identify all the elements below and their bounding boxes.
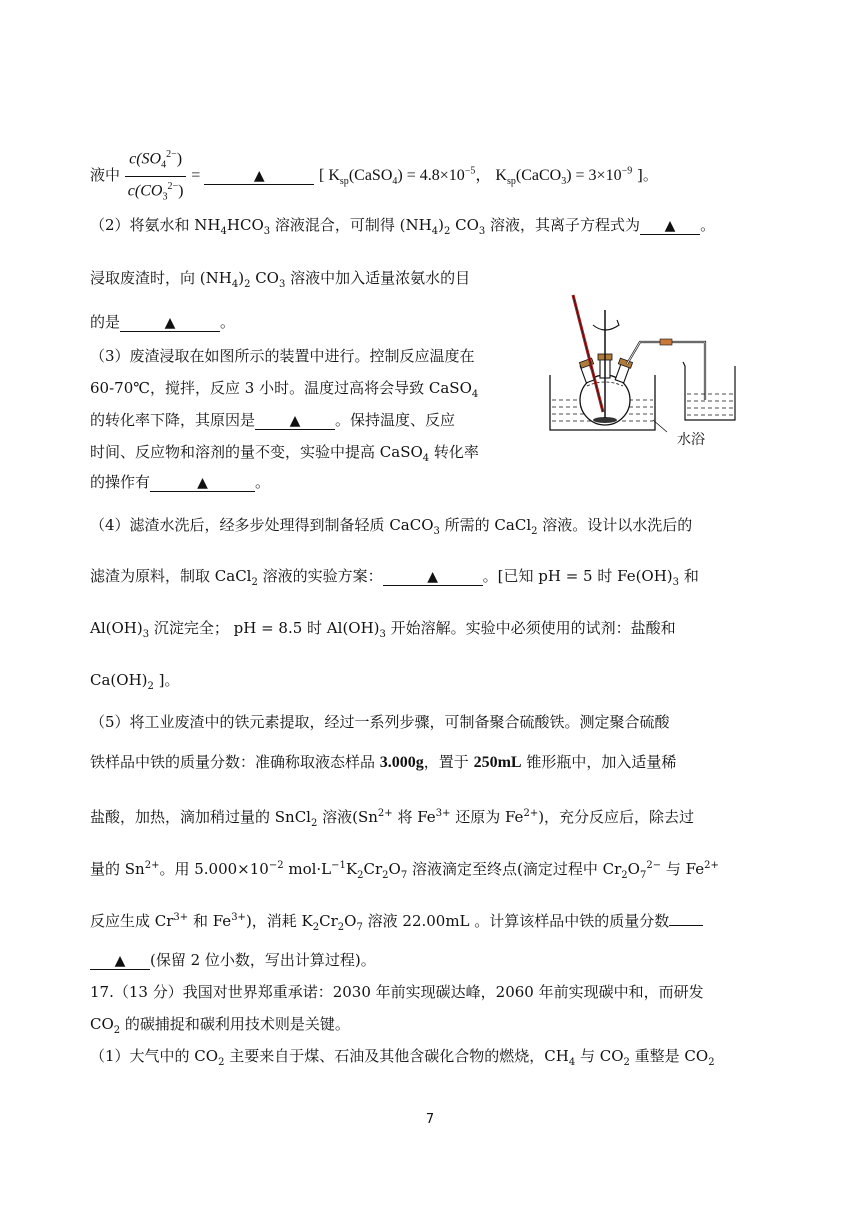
question-5-line-5: 反应生成 $Cr^{3+}$ 和 $Fe^{3+}$)，消耗 $K_2Cr_2O_7$ 溶液 22.00mL 。计算该样品中铁的质量分数: [90, 908, 703, 938]
question-17-line-2: $CO_2$ 的碳捕捉和碳利用技术则是关键。: [90, 1015, 350, 1036]
question-5-line-4: 量的 $Sn^{2+}$。用 $5.000\times 10^{-2}$ $mol\cdot L^{-1}K_2Cr_2O_7$ 溶液滴定至终点(滴定过程中 $Cr_2O_7^{2-}$ 与 $Fe^{2+}$: [90, 860, 719, 881]
triangle-icon: ▲: [289, 413, 301, 429]
question-4-line-3: $Al(OH)_3$ 沉淀完全； pH = 8.5 时 $Al(OH)_3$ 开始溶解。实验中必须使用的试剂：盐酸和: [90, 619, 676, 640]
question-2-line-3: 的是 ▲ 。: [90, 313, 236, 331]
question-4-line-1: （4）滤渣水洗后，经多步处理得到制备轻质 CaCO$_3$ 所需的 CaCl$_2$ 溶液。设计以水洗后的: [90, 516, 693, 537]
question-5-line-1: （5）将工业废渣中的铁元素提取，经过一系列步骤，可制备聚合硫酸铁。测定聚合硫酸: [90, 713, 670, 731]
sup: 2−: [167, 180, 179, 192]
formula-line-1: [90, 145, 658, 207]
question-4-line-4: $Ca(OH)_2$ ]。: [90, 671, 180, 692]
question-3-line-2: 60-70℃，搅拌，反应 3 小时。温度过高将会导致 CaSO$_4$: [90, 379, 479, 400]
question-2-line-2: 浸取废渣时，向 $(NH_4)_2$ $CO_3$ 溶液中加入适量浓氨水的目: [90, 269, 471, 290]
paren: ): [178, 181, 184, 199]
apparatus-figure: [545, 290, 775, 450]
answer-blank: [204, 167, 314, 185]
answer-blank: [150, 474, 255, 492]
concentration-ratio: [125, 145, 187, 207]
text: ]。: [632, 166, 658, 185]
question-3-line-1: （3）废渣浸取在如图所示的装置中进行。控制反应温度在: [90, 347, 475, 365]
answer-blank: [383, 568, 483, 586]
answer-blank: [255, 412, 335, 430]
ksp-caco3: ， $K_{sp}(CaCO_3) = 3\times 10^{-9}$: [475, 165, 633, 188]
delivery-tube: [627, 342, 705, 400]
triangle-icon: ▲: [253, 168, 265, 185]
question-17-line-1: 17.（13 分）我国对世界郑重承诺：2030 年前实现碳达峰，2060 年前实现碳中和，而研发: [90, 983, 704, 1001]
question-4-line-2: 滤渣为原料，制取 CaCl$_2$ 溶液的实验方案： ▲ 。[已知 pH = 5 时 $Fe(OH)_3$ 和: [90, 567, 699, 588]
equals: =: [191, 167, 205, 185]
triangle-icon: ▲: [664, 218, 676, 234]
question-17-line-3: （1）大气中的 $CO_2$ 主要来自于煤、石油及其他含碳化合物的燃烧，$CH_4$ 与 $CO_2$ 重整是 $CO_2$: [90, 1047, 715, 1068]
answer-blank: [90, 952, 150, 970]
sup: 2−: [166, 149, 177, 160]
question-5-line-2: 铁样品中铁的质量分数：准确称取液态样品 3.000g，置于 250mL 锥形瓶中，加入适量稀: [90, 753, 677, 771]
text: 液中: [90, 166, 121, 185]
triangle-icon: ▲: [164, 315, 176, 331]
page-number: 7: [425, 1112, 435, 1127]
answer-blank: [640, 217, 700, 235]
sub: 3: [162, 191, 168, 203]
water-bath-label: 水浴: [677, 432, 705, 448]
question-3-line-4: 时间、反应物和溶剂的量不变，实验中提高 CaSO$_4$ 转化率: [90, 443, 479, 464]
question-5-line-3: 盐酸，加热，滴加稍过量的 SnCl$_2$ 溶液($Sn^{2+}$ 将 $Fe^{3+}$ 还原为 $Fe^{2+}$)，充分反应后，除去过: [90, 808, 695, 829]
paren: ): [176, 150, 183, 168]
numerator: c(SO: [129, 150, 162, 168]
triangle-icon: ▲: [197, 475, 208, 491]
question-3-line-3: 的转化率下降，其原因是 ▲ 。保持温度、反应: [90, 411, 456, 429]
question-5-line-6: ▲ (保留 2 位小数，写出计算过程)。: [90, 950, 376, 970]
question-2-line-1: （2）将氨水和 $NH_4HCO_3$ 溶液混合，可制得 $(NH_4)_2$ $CO_3$ 溶液，其离子方程式为 ▲ 。: [90, 216, 716, 237]
ksp-caso4: [ $K_{sp}(CaSO_4) = 4.8\times 10^{-5}$: [319, 165, 476, 188]
triangle-icon: ▲: [114, 953, 126, 969]
denominator: c(CO: [127, 181, 163, 199]
sub: 4: [161, 159, 167, 171]
triangle-icon: ▲: [427, 569, 439, 585]
answer-blank: [120, 314, 220, 332]
beaker: [683, 362, 735, 420]
rotation-arrow-icon: [593, 320, 619, 330]
question-3-line-5: 的操作有 ▲ 。: [90, 473, 271, 491]
answer-blank-start: [669, 925, 703, 926]
